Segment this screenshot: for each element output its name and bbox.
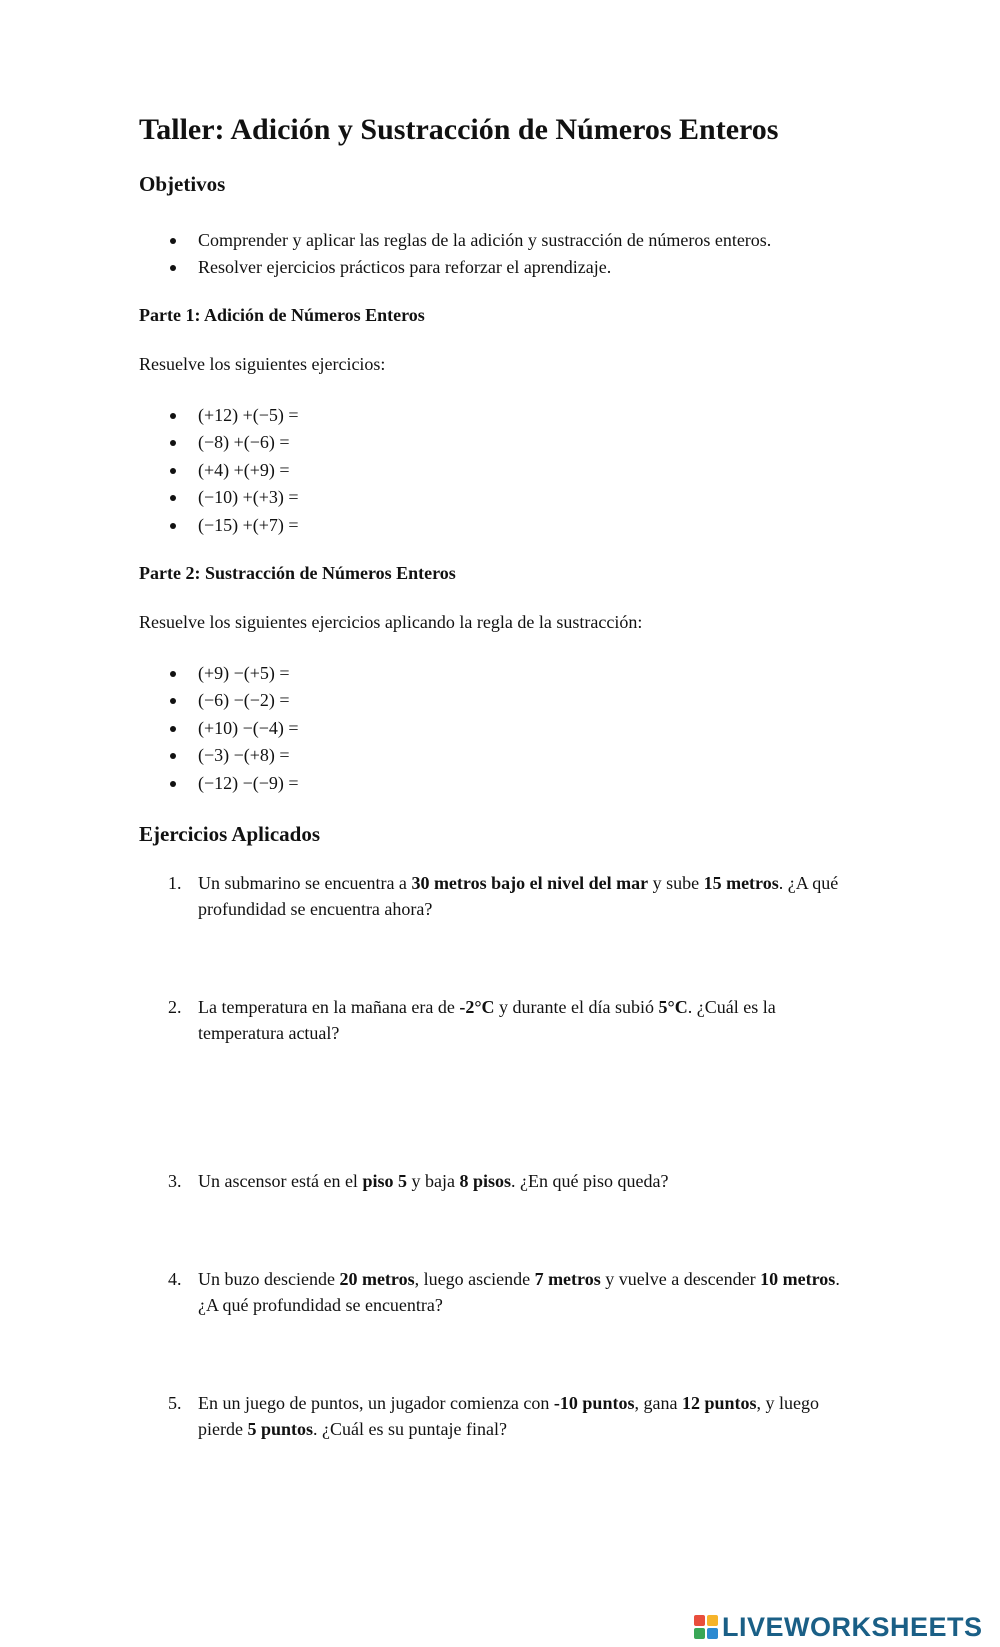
exercise-text: (−10) +(+3) = (198, 487, 299, 508)
exercise-item (0, 402, 299, 429)
bullet-icon (170, 265, 176, 271)
bullet-icon (170, 726, 176, 732)
problem-segment-bold: 30 metros bajo el nivel del mar (411, 873, 649, 893)
exercise-item (0, 484, 299, 511)
liveworksheets-logo-icon (694, 1615, 718, 1639)
exercise-text: (+4) +(+9) = (198, 459, 290, 480)
problem-number: 1. (168, 873, 182, 893)
problem-segment: , luego asciende (414, 1269, 535, 1289)
bullet-icon (170, 238, 176, 244)
problem-segment: , gana (634, 1393, 682, 1413)
problem-segment: y baja (406, 1171, 460, 1191)
exercise-item (0, 742, 299, 769)
objective-text: Resolver ejercicios prácticos para reforzar el aprendizaje. (198, 257, 612, 278)
exercise-item (0, 429, 299, 456)
problem-segment-bold: 10 metros (760, 1269, 836, 1289)
logo-text: LIVEWORKSHEETS (722, 1611, 983, 1642)
logo-tile (694, 1628, 705, 1639)
problem-segment: . ¿Cuál es su puntaje final? (313, 1419, 507, 1439)
page-title: Taller: Adición y Sustracción de Números Enteros (139, 113, 779, 146)
exercise-text: (−6) −(−2) = (198, 690, 290, 711)
problem-segment-bold: 8 pisos (459, 1171, 511, 1191)
bullet-icon (170, 413, 176, 419)
problem-segment: Un submarino se encuentra a (198, 873, 412, 893)
part1-instruction: Resuelve los siguientes ejercicios: (139, 354, 386, 374)
objective-item (0, 227, 771, 254)
exercise-text: (+9) −(+5) = (198, 663, 290, 683)
exercise-text: (−15) +(+7) = (198, 514, 299, 535)
problem-segment: , y luego pierde (198, 1393, 819, 1439)
logo-tile (707, 1615, 718, 1626)
exercise-text: (+10) −(−4) = (198, 717, 299, 738)
problem-number: 2. (168, 997, 182, 1017)
bullet-icon (170, 753, 176, 759)
liveworksheets-logo[interactable] (694, 1612, 983, 1642)
bullet-icon (170, 523, 176, 529)
exercise-text: (−8) +(−6) = (198, 432, 290, 453)
problem-segment-bold: 5°C (658, 997, 688, 1017)
problem-number: 4. (168, 1269, 182, 1289)
exercise-item (0, 687, 299, 714)
problem-segment: y vuelve a descender (600, 1269, 761, 1289)
exercise-item (0, 457, 299, 484)
problem-segment-bold: -10 puntos (553, 1393, 635, 1413)
objectives-heading: Objetivos (139, 172, 226, 196)
part2-heading: Parte 2: Sustracción de Números Enteros (139, 563, 456, 583)
problem-text (198, 994, 848, 1046)
problem-segment: Un buzo desciende (198, 1269, 340, 1289)
bullet-icon (170, 781, 176, 787)
problem-segment: y durante el día subió (494, 997, 659, 1017)
problem-text (198, 1168, 848, 1194)
problem-segment-bold: piso 5 (362, 1171, 407, 1191)
objectives-list (0, 227, 771, 282)
bullet-icon (170, 468, 176, 474)
problem-segment: . ¿A qué profundidad se encuentra ahora? (198, 873, 839, 919)
bullet-icon (170, 698, 176, 704)
part2-instruction: Resuelve los siguientes ejercicios aplicando la regla de la sustracción: (139, 612, 643, 632)
problem-number: 3. (168, 1171, 182, 1191)
logo-tile (694, 1615, 705, 1626)
problem-segment: . ¿A qué profundidad se encuentra? (198, 1269, 840, 1315)
problem-segment-bold: 12 puntos (681, 1393, 757, 1413)
problem-segment: La temperatura en la mañana era de (198, 997, 460, 1017)
part2-exercise-list (0, 660, 299, 797)
exercise-item (0, 512, 299, 539)
part1-heading: Parte 1: Adición de Números Enteros (139, 305, 425, 325)
problem-segment: . ¿En qué piso queda? (510, 1171, 669, 1191)
exercise-item (0, 660, 299, 687)
bullet-icon (170, 440, 176, 446)
exercise-text: (−3) −(+8) = (198, 745, 290, 766)
problem-segment: y sube (648, 873, 704, 893)
exercise-text: (−12) −(−9) = (198, 772, 299, 793)
problem-segment: Un ascensor está en el (198, 1171, 363, 1191)
problem-segment-bold: 20 metros (339, 1269, 415, 1289)
part1-exercise-list (0, 402, 299, 539)
problem-segment: . ¿Cuál es la temperatura actual? (198, 997, 776, 1043)
exercise-text: (+12) +(−5) = (198, 405, 299, 425)
problem-segment: En un juego de puntos, un jugador comienza con (198, 1393, 554, 1413)
problem-number: 5. (168, 1393, 182, 1413)
bullet-icon (170, 671, 176, 677)
problem-segment-bold: -2°C (459, 997, 495, 1017)
problem-text (198, 870, 848, 922)
objective-item (0, 254, 771, 281)
applied-heading: Ejercicios Aplicados (139, 822, 321, 846)
bullet-icon (170, 495, 176, 501)
problem-segment-bold: 5 puntos (247, 1419, 314, 1439)
problem-segment-bold: 7 metros (534, 1269, 601, 1289)
exercise-item (0, 715, 299, 742)
logo-tile (707, 1628, 718, 1639)
problem-text (198, 1390, 848, 1442)
exercise-item (0, 770, 299, 797)
problem-text (198, 1266, 848, 1318)
problem-segment-bold: 15 metros (703, 873, 779, 893)
objective-text: Comprender y aplicar las reglas de la adición y sustracción de números enteros. (198, 230, 772, 250)
